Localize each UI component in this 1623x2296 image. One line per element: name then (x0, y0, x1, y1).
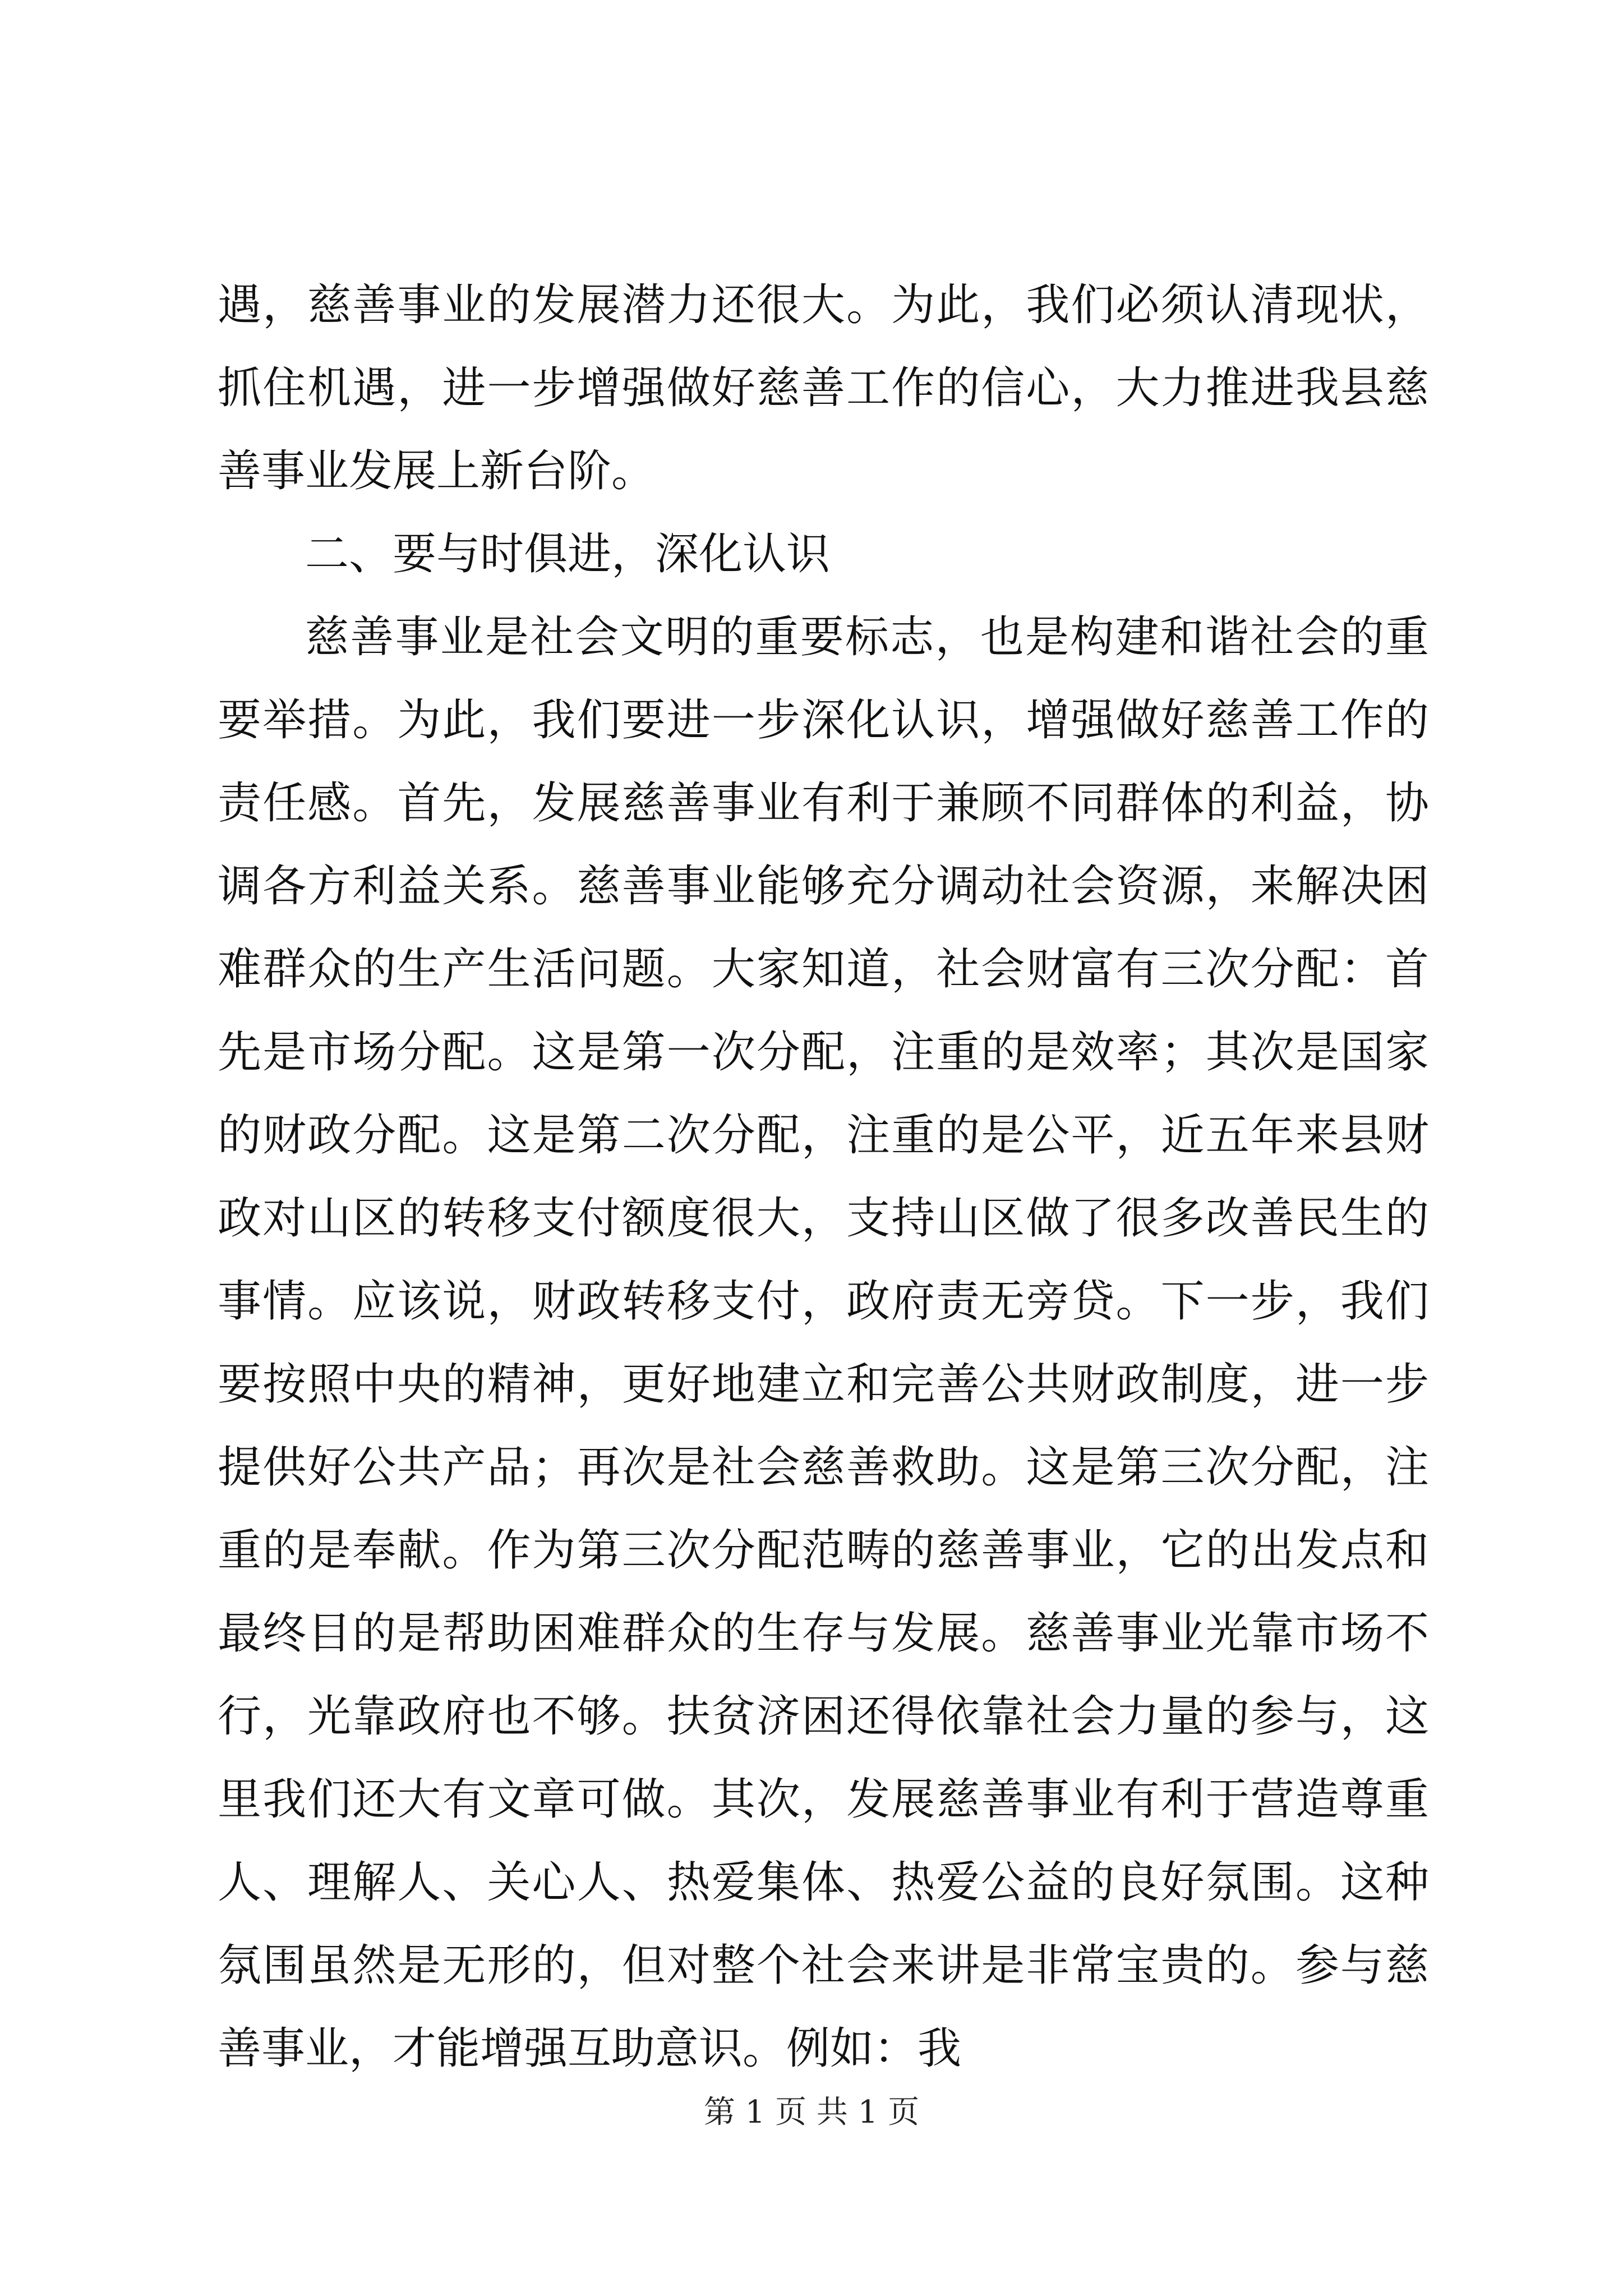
paragraph-main: 慈善事业是社会文明的重要标志，也是构建和谐社会的重要举措。为此，我们要进一步深化认识，增强做好慈善工作的责任感。首先，发展慈善事业有利于兼顾不同群体的利益，协调各方利益关系。慈善事业能够充分调动社会资源，来解决困难群众的生产生活问题。大家知道，社会财富有三次分配：首先是市场分配。这是第一次分配，注重的是效率；其次是国家的财政分配。这是第二次分配，注重的是公平，近五年来县财政对山区的转移支付额度很大，支持山区做了很多改善民生的事情。应该说，财政转移支付，政府责无旁贷。下一步，我们要按照中央的精神，更好地建立和完善公共财政制度，进一步提供好公共产品；再次是社会慈善救助。这是第三次分配，注重的是奉献。作为第三次分配范畴的慈善事业，它的出发点和最终目的是帮助困难群众的生存与发展。慈善事业光靠市场不行，光靠政府也不够。扶贫济困还得依靠社会力量的参与，这里我们还大有文章可做。其次，发展慈善事业有利于营造尊重人、理解人、关心人、热爱集体、热爱公益的良好氛围。这种氛围虽然是无形的，但对整个社会来讲是非常宝贵的。参与慈善事业，才能增强互助意识。例如：我 (218, 612, 1429, 2074)
document-body (218, 264, 1429, 2090)
section-heading: 二、要与时俱进，深化认识 (305, 529, 831, 579)
page-footer: 第 1 页 共 1 页 (703, 2094, 920, 2131)
paragraph-continuation: 遇，慈善事业的发展潜力还很大。为此，我们必须认清现状，抓住机遇，进一步增强做好慈善工作的信心，大力推进我县慈善事业发展上新台阶。 (218, 280, 1429, 496)
